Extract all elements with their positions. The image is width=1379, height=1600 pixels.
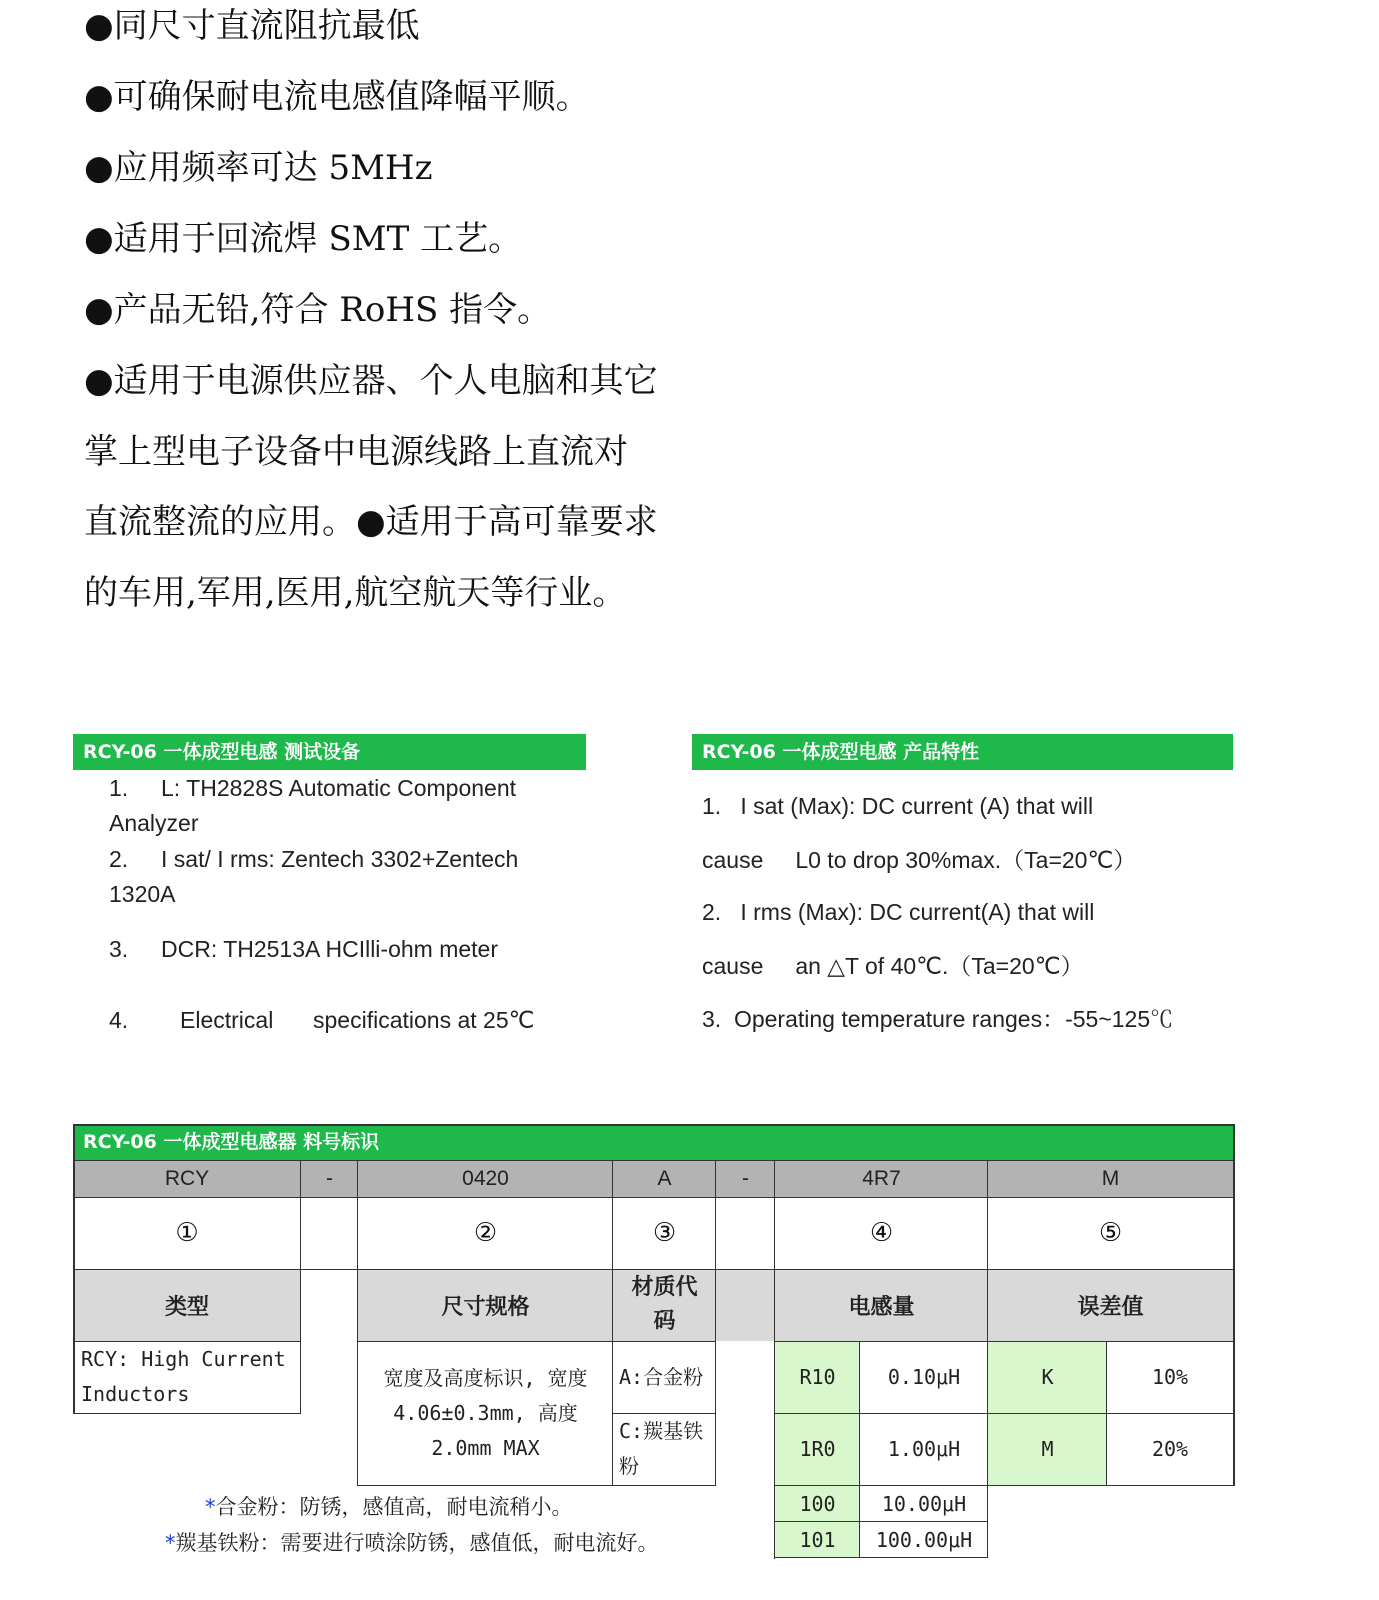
inductance-value: 100.00μH (875, 1528, 973, 1552)
code-segment-series: RCY (73, 1161, 301, 1197)
item-text: L: TH2828S Automatic Component (161, 775, 517, 801)
label-size: 尺寸规格 (358, 1269, 613, 1341)
part-number-title: RCY-06 一体成型电感器 料号标识 (73, 1124, 1233, 1161)
index-marker: ① (175, 1218, 199, 1248)
size-description: 宽度及高度标识, 宽度 4.06±0.3mm, 高度 2.0mm MAX (383, 1365, 588, 1460)
item-number: 1. (109, 775, 129, 801)
index-marker: ⑤ (1098, 1218, 1123, 1248)
feature-line: ●适用于回流焊 SMT 工艺。 (84, 219, 523, 259)
item-number: 2. (109, 846, 129, 872)
inductance-code: 100 (775, 1485, 860, 1522)
feature-text: 1. I sat (Max): DC current (A) that will (702, 793, 1094, 819)
feature-text: 2. I rms (Max): DC current(A) that will (702, 899, 1095, 925)
inductance-code: 101 (775, 1522, 860, 1558)
label-tolerance: 误差值 (988, 1269, 1233, 1341)
test-equipment-title: RCY-06 一体成型电感 测试设备 (73, 734, 586, 770)
index-marker: ③ (652, 1218, 677, 1248)
item-text: DCR: TH2513A HCIlli-ohm meter (161, 936, 499, 962)
item-text: I sat/ I rms: Zentech 3302+Zentech (161, 846, 519, 872)
note-alloy: *合金粉：防锈，感值高，耐电流稍小。 (205, 1495, 573, 1519)
inductance-value: 1.00μH (887, 1437, 961, 1461)
feature-line: ●适用于电源供应器、个人电脑和其它 (84, 361, 658, 401)
code-segment-size: 0420 (358, 1161, 613, 1197)
material-option-carbonyl: C:羰基铁粉 (619, 1419, 704, 1478)
item-number: 3. (109, 936, 129, 962)
code-segment-tolerance: M (988, 1161, 1233, 1197)
feature-line: ●同尺寸直流阻抗最低 (84, 6, 420, 46)
feature-line: ●产品无铅,符合 RoHS 指令。 (84, 290, 552, 330)
item-number: 4. (109, 1007, 129, 1033)
label-inductance: 电感量 (775, 1269, 988, 1341)
item-text-continued: Analyzer (109, 810, 199, 836)
item-text: Electrical (180, 1007, 274, 1033)
code-segment-inductance: 4R7 (775, 1161, 988, 1197)
label-spacer (716, 1269, 775, 1341)
tolerance-code: K (988, 1341, 1107, 1413)
inductance-code: R10 (775, 1341, 860, 1413)
inductance-value: 10.00μH (881, 1491, 967, 1516)
feature-line: ●可确保耐电流电感值降幅平顺。 (84, 77, 590, 117)
feature-text: cause an △T of 40℃.（Ta=20℃） (702, 953, 1084, 979)
type-description: RCY: High Current Inductors (81, 1347, 286, 1406)
index-marker: ② (473, 1218, 498, 1248)
index-marker: ④ (869, 1218, 894, 1248)
tolerance-code: M (988, 1413, 1107, 1485)
feature-line: 直流整流的应用。●适用于高可靠要求 (84, 502, 658, 542)
feature-text: cause L0 to drop 30%max.（Ta=20℃） (702, 847, 1137, 873)
material-option-alloy: A:合金粉 (619, 1364, 704, 1389)
note-carbonyl: *羰基铁粉：需要进行喷涂防锈，感值低，耐电流好。 (165, 1531, 659, 1555)
feature-line: 的车用,军用,医用,航空航天等行业。 (84, 573, 627, 613)
inductance-value: 0.10μH (887, 1365, 961, 1389)
inductance-code: 1R0 (775, 1413, 860, 1485)
label-material: 材质代码 (613, 1269, 716, 1341)
feature-text: 3. Operating temperature ranges：-55~125℃ (702, 1006, 1174, 1032)
code-segment-material: A (613, 1161, 716, 1197)
product-features-title: RCY-06 一体成型电感 产品特性 (692, 734, 1233, 770)
code-separator: - (716, 1161, 775, 1197)
feature-line: 掌上型电子设备中电源线路上直流对 (84, 432, 628, 472)
code-separator: - (301, 1161, 358, 1197)
tolerance-value: 10% (1151, 1365, 1189, 1389)
tolerance-value: 20% (1151, 1437, 1189, 1461)
item-text: specifications at 25℃ (313, 1007, 535, 1033)
label-type: 类型 (73, 1269, 301, 1341)
item-text-continued: 1320A (109, 881, 176, 907)
feature-line: ●应用频率可达 5MHz (84, 148, 433, 188)
